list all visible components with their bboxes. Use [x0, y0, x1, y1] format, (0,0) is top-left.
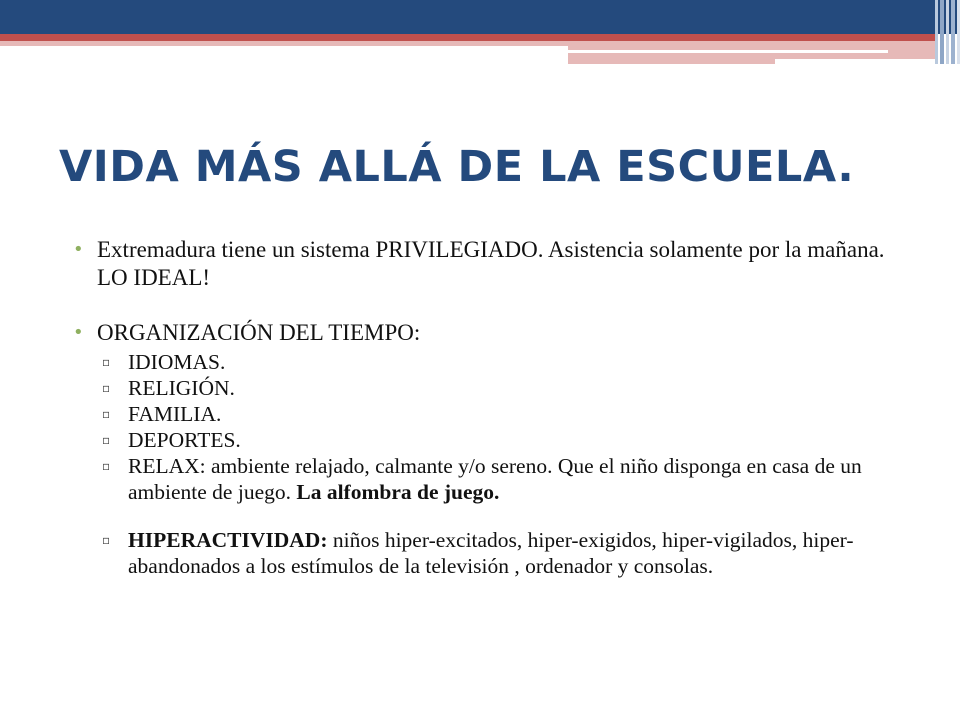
header-red-band	[0, 34, 935, 41]
header-blue-band	[0, 0, 960, 34]
sub-item-deportes-text: DEPORTES.	[128, 428, 241, 452]
header-stripe-1	[935, 0, 938, 64]
header-stripe-4	[951, 0, 955, 64]
sub-item-idiomas-text: IDIOMAS.	[128, 350, 226, 374]
sub-item-relax	[73, 453, 893, 505]
slide-content	[73, 236, 893, 579]
square-bullet-icon: ▫	[102, 407, 111, 421]
slide-title: VIDA MÁS ALLÁ DE LA ESCUELA.	[59, 142, 855, 192]
sub-item-religion	[73, 375, 893, 401]
bullet-organizacion	[73, 319, 893, 347]
square-bullet-icon: ▫	[102, 355, 111, 369]
sub-item-familia	[73, 401, 893, 427]
sub-item-idiomas	[73, 349, 893, 375]
bullet-dot-icon: •	[73, 239, 84, 260]
header-stripe-3	[946, 0, 949, 64]
sub-item-familia-text: FAMILIA.	[128, 402, 222, 426]
bullet-extremadura-text: Extremadura tiene un sistema PRIVILEGIADO. Asistencia solamente por la mañana. LO IDEAL!	[97, 237, 885, 290]
square-bullet-icon: ▫	[102, 433, 111, 447]
square-bullet-icon: ▫	[102, 381, 111, 395]
sub-item-hiper-bold: HIPERACTIVIDAD:	[128, 528, 328, 552]
header-white-line-short	[775, 59, 935, 64]
bullet-organizacion-text: ORGANIZACIÓN DEL TIEMPO:	[97, 320, 421, 345]
square-bullet-icon: ▫	[102, 459, 111, 473]
sub-item-hiper-text: niños hiper-excitados, hiper-exigidos, hiper-vigilados, hiper-abandonados a los estímulos de la televisión , ordenador y consolas.	[128, 528, 854, 578]
sub-item-relax-bold: La alfombra de juego.	[296, 480, 500, 504]
header-stripe-2	[940, 0, 944, 64]
square-bullet-icon: ▫	[102, 533, 111, 547]
sub-item-religion-text: RELIGIÓN.	[128, 376, 235, 400]
bullet-extremadura	[73, 236, 893, 292]
bullet-dot-icon: •	[73, 322, 84, 343]
sub-item-relax-text: RELAX: ambiente relajado, calmante y/o sereno. Que el niño disponga en casa de un ambiente de juego.	[128, 454, 862, 504]
sub-item-deportes	[73, 427, 893, 453]
header-white-line	[568, 50, 888, 53]
header-pink-band	[0, 41, 568, 46]
sub-item-hiperactividad	[73, 527, 893, 579]
